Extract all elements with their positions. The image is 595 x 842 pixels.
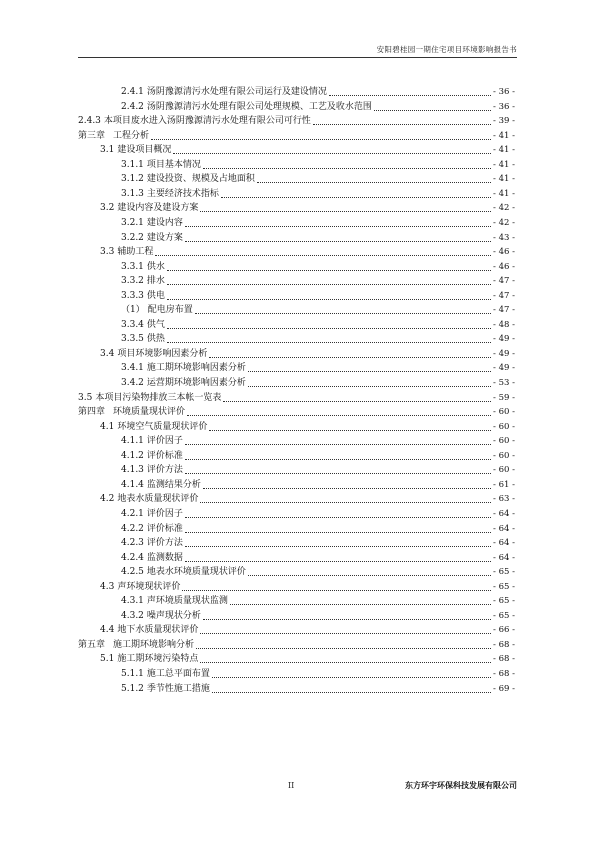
toc-entry-number: 3.2 [100,203,115,214]
toc-entry-title: 评价方法 [146,538,183,549]
toc-entry[interactable] [121,448,515,462]
toc-entry[interactable] [121,99,515,113]
toc-entry[interactable] [100,579,515,593]
toc-entry[interactable] [78,637,515,651]
toc-entry-title: 项目基本情况 [146,159,201,170]
toc-entry-number: 4.3.2 [121,610,144,621]
toc-entry-page: - 49 - [493,363,515,374]
toc-entry-number: 4.1.3 [121,465,144,476]
toc-dot-leader [167,334,491,343]
toc-entry-number: 4.3.1 [121,596,144,607]
toc-entry-title: 辅助工程 [117,247,154,258]
toc-entry-page: - 42 - [493,217,515,228]
toc-entry-number: 4.2.3 [121,538,144,549]
toc-entry-page: - 49 - [493,348,515,359]
toc-entry-page: - 65 - [493,581,515,592]
toc-dot-leader [329,87,491,96]
toc-entry-page: - 41 - [493,188,515,199]
toc-entry[interactable] [100,622,515,636]
toc-entry-page: - 36 - [493,101,515,112]
toc-entry[interactable] [121,317,515,331]
toc-entry[interactable] [121,157,515,171]
toc-entry-title: 汤阴豫源清污水处理有限公司运行及建设情况 [146,87,327,97]
toc-entry-number: 3.3.5 [121,334,144,345]
toc-entry-page: - 60 - [493,421,515,432]
toc-entry-number: 3.1.1 [121,159,144,170]
toc-dot-leader [182,582,491,591]
toc-entry-title: 项目环境影响因素分析 [117,348,208,359]
toc-entry-page: - 64 - [493,538,515,549]
toc-entry-title: 施工总平面布置 [146,669,210,679]
toc-entry-title: 配电房布置 [147,305,193,316]
toc-entry[interactable] [121,666,515,680]
toc-entry-number: 3.1.2 [121,174,144,185]
toc-entry-number: 2.4.2 [121,101,144,112]
toc-entry-title: 声环境现状评价 [117,581,181,592]
toc-entry-title: 建设项目概况 [117,145,172,156]
toc-dot-leader [223,393,491,402]
toc-entry-title: 施工期环境污染特点 [117,654,199,665]
toc-dot-leader [185,451,491,460]
toc-entry[interactable] [78,128,515,142]
toc-dot-leader [257,174,491,183]
toc-entry-number: 4.2.5 [121,567,144,578]
toc-dot-leader [196,640,491,649]
toc-entry-page: - 48 - [493,319,515,330]
toc-entry-number: 3.4 [100,348,115,359]
toc-entry[interactable] [78,390,515,404]
toc-dot-leader [167,262,491,271]
toc-entry-number: 3.3.4 [121,319,144,330]
toc-entry-number: 5.1 [100,654,115,665]
toc-entry-number: 3.3.1 [121,261,144,272]
toc-entry[interactable] [121,477,515,491]
toc-entry-number: 2.4.1 [121,87,144,97]
toc-entry-title: 建设方案 [146,232,183,243]
toc-entry[interactable] [121,259,515,273]
toc-entry-title: 本项目污染物排放三本帐一览表 [95,392,222,403]
toc-entry-number: 4.3 [100,581,115,592]
toc-dot-leader [185,465,491,474]
toc-entry-title: 地表水质量现状评价 [117,494,199,505]
toc-entry-title: 供热 [146,334,165,345]
toc-entry-number: 3.4.1 [121,363,144,374]
toc-entry-page: - 69 - [493,683,515,694]
toc-entry-title: 排水 [146,276,165,287]
toc-entry-title: 评价因子 [146,508,183,519]
toc-dot-leader [173,145,491,154]
toc-dot-leader [200,203,491,212]
toc-dot-leader [185,218,491,227]
toc-entry-title: 工程分析 [113,130,150,141]
toc-entry-title: 供电 [146,290,165,301]
toc-entry[interactable] [100,419,515,433]
toc-entry-title: 地表水环境质量现状评价 [146,567,246,578]
toc-dot-leader [155,247,491,256]
toc-entry-title: 季节性施工措施 [146,683,210,694]
toc-entry-page: - 53 - [493,378,515,388]
toc-entry-page: - 64 - [493,523,515,534]
toc-dot-leader [151,131,491,140]
toc-entry[interactable] [121,681,515,695]
toc-entry-title: 评价标准 [146,450,183,461]
toc-entry-title: 主要经济技术指标 [146,188,219,199]
toc-entry-page: - 64 - [493,552,515,563]
toc-entry-number: （1） [121,305,145,316]
toc-dot-leader [185,436,491,445]
toc-entry-title: 建设内容及建设方案 [117,203,199,214]
toc-dot-leader [185,233,491,242]
toc-entry-title: 建设内容 [146,217,183,228]
toc-entry-page: - 47 - [493,305,515,316]
toc-dot-leader [167,276,491,285]
toc-dot-leader [200,625,491,634]
toc-entry-title: 声环境质量现状监测 [146,596,228,607]
toc-entry-title: 评价标准 [146,523,183,534]
toc-dot-leader [167,291,491,300]
toc-entry-page: - 41 - [493,159,515,170]
toc-entry[interactable] [121,288,515,302]
toc-entry-title: 环境空气质量现状评价 [117,421,208,432]
toc-dot-leader [203,160,491,169]
toc-dot-leader [203,480,491,489]
toc-entry-number: 第三章 [78,130,106,141]
toc-entry-page: - 66 - [493,625,515,636]
document-title: 安阳碧桂园一期住宅项目环境影响报告书 [376,45,517,54]
toc-entry-number: 4.4 [100,625,115,636]
toc-entry-page: - 47 - [493,276,515,287]
company-name: 东方环宇环保科技发展有限公司 [405,781,517,790]
toc-entry-number: 第五章 [78,639,106,650]
toc-entry-title: 施工期环境影响分析 [113,639,195,650]
toc-entry-page: - 65 - [493,596,515,607]
toc-dot-leader [209,349,491,358]
toc-entry-page: - 43 - [493,232,515,243]
toc-dot-leader [195,305,491,314]
toc-dot-leader [185,509,491,518]
toc-entry-title: 噪声现状分析 [146,610,201,621]
toc-entry[interactable] [100,142,515,156]
toc-entry-number: 4.1.1 [121,436,144,447]
toc-entry[interactable] [78,404,515,418]
toc-entry-title: 监测结果分析 [146,479,201,490]
toc-entry[interactable] [121,608,515,622]
toc-entry-title: 建设投资、规模及占地面积 [146,174,255,185]
toc-entry[interactable] [100,200,515,214]
toc-entry-number: 3.2.2 [121,232,144,243]
toc-entry-title: 评价因子 [146,436,183,447]
toc-entry-number: 3.4.2 [121,378,144,388]
toc-dot-leader [248,363,491,372]
toc-entry-page: - 41 - [493,174,515,185]
toc-dot-leader [212,669,491,678]
toc-entry[interactable] [121,230,515,244]
toc-entry-number: 4.2 [100,494,115,505]
toc-entry-page: - 65 - [493,567,515,578]
toc-entry[interactable] [121,535,515,549]
toc-entry[interactable] [121,215,515,229]
toc-entry-page: - 60 - [493,407,515,418]
toc-dot-leader [230,596,491,605]
toc-entry[interactable] [100,244,515,258]
toc-dot-leader [167,320,491,329]
toc-entry-page: - 36 - [493,87,515,97]
toc-dot-leader [209,422,491,431]
toc-entry-number: 4.2.1 [121,508,144,519]
toc-dot-leader [185,538,491,547]
toc-entry[interactable] [121,186,515,200]
toc-entry-number: 3.3 [100,247,115,258]
toc-entry-page: - 42 - [493,203,515,214]
toc-entry-number: 2.4.3 [78,116,101,127]
toc-dot-leader [313,116,491,125]
toc-entry[interactable] [121,273,515,287]
toc-entry-page: - 46 - [493,247,515,258]
toc-entry-number: 5.1.1 [121,669,144,679]
toc-entry-page: - 41 - [493,145,515,156]
toc-entry-title: 施工期环境影响因素分析 [146,363,246,374]
toc-entry[interactable] [121,375,515,389]
toc-entry-page: - 65 - [493,610,515,621]
toc-entry-title: 环境质量现状评价 [113,407,186,418]
toc-entry-page: - 68 - [493,639,515,650]
toc-entry[interactable] [121,360,515,374]
toc-entry-number: 4.1 [100,421,115,432]
toc-entry[interactable] [78,113,515,127]
toc-entry-number: 3.2.1 [121,217,144,228]
toc-entry-page: - 46 - [493,261,515,272]
toc-entry-title: 汤阴豫源清污水处理有限公司处理规模、工艺及收水范围 [146,101,372,112]
toc-entry-title: 监测数据 [146,552,183,563]
toc-dot-leader [248,378,491,387]
toc-entry-title: 评价方法 [146,465,183,476]
toc-entry-page: - 49 - [493,334,515,345]
toc-dot-leader [212,684,491,693]
toc-entry-page: - 47 - [493,290,515,301]
toc-dot-leader [185,553,491,562]
toc-entry-page: - 68 - [493,669,515,679]
toc-entry[interactable] [100,491,515,505]
toc-dot-leader [374,102,491,111]
toc-entry-page: - 68 - [493,654,515,665]
toc-entry-page: - 41 - [493,130,515,141]
toc-dot-leader [200,654,491,663]
toc-entry[interactable] [121,521,515,535]
toc-entry-title: 本项目废水进入汤阴豫源清污水处理有限公司可行性 [103,116,311,127]
toc-dot-leader [203,611,491,620]
toc-entry[interactable] [121,433,515,447]
toc-entry-number: 4.1.2 [121,450,144,461]
toc-dot-leader [221,189,491,198]
toc-entry-number: 4.2.2 [121,523,144,534]
toc-entry-title: 供气 [146,319,165,330]
toc-entry[interactable] [121,506,515,520]
toc-entry-number: 4.2.4 [121,552,144,563]
toc-entry[interactable] [100,651,515,665]
toc-entry[interactable] [121,564,515,578]
header-divider [78,57,517,58]
toc-entry[interactable] [121,84,515,98]
toc-entry-number: 3.5 [78,392,93,403]
toc-entry-title: 运营期环境影响因素分析 [146,378,246,388]
toc-entry-number: 3.1.3 [121,188,144,199]
toc-entry-title: 地下水质量现状评价 [117,625,199,636]
toc-dot-leader [248,567,491,576]
toc-entry-page: - 60 - [493,450,515,461]
toc-entry-page: - 63 - [493,494,515,505]
toc-entry-number: 4.1.4 [121,479,144,490]
toc-entry-page: - 60 - [493,436,515,447]
toc-entry-number: 5.1.2 [121,683,144,694]
toc-dot-leader [187,407,491,416]
toc-entry-number: 3.3.3 [121,290,144,301]
toc-entry[interactable] [121,302,515,316]
page-number: II [288,781,295,790]
toc-entry[interactable] [121,462,515,476]
toc-entry-page: - 60 - [493,465,515,476]
toc-entry-page: - 64 - [493,508,515,519]
toc-entry[interactable] [121,593,515,607]
toc-entry-page: - 61 - [493,479,515,490]
toc-entry[interactable] [121,171,515,185]
toc-entry-page: - 39 - [493,116,515,127]
toc-entry[interactable] [100,346,515,360]
toc-dot-leader [200,494,491,503]
toc-entry-number: 第四章 [78,407,106,418]
toc-entry-number: 3.1 [100,145,115,156]
toc-entry[interactable] [121,550,515,564]
toc-entry-page: - 59 - [493,392,515,403]
toc-entry[interactable] [121,331,515,345]
toc-dot-leader [185,524,491,533]
toc-entry-number: 3.3.2 [121,276,144,287]
toc-entry-title: 供水 [146,261,165,272]
